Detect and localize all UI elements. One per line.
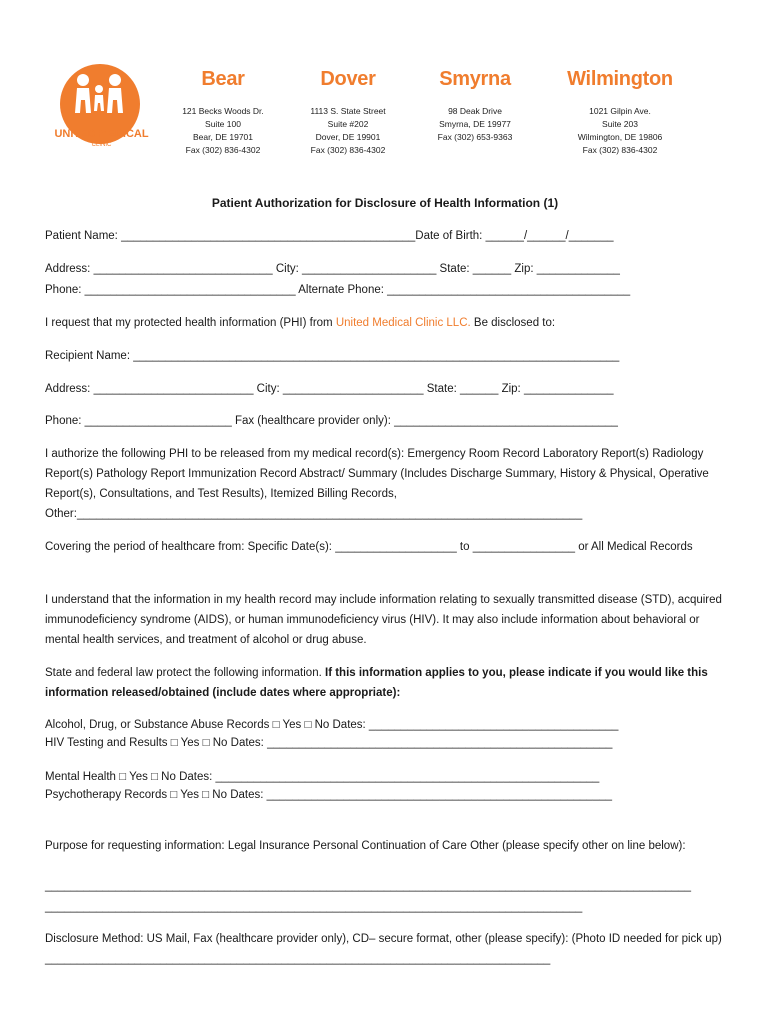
location-city: Wilmington xyxy=(567,68,673,90)
location-line: 1113 S. State Street xyxy=(310,106,386,116)
clinic-name: United Medical Clinic LLC. xyxy=(335,317,471,329)
location-line: Fax (302) 836-4302 xyxy=(185,145,261,155)
form-title: Patient Authorization for Disclosure of Health Information (1) xyxy=(211,196,559,210)
understand-paragraph: I understand that the information in my health record may include information relating to sexually transmitted disease (STD), acquired immunodeficiency syndrome (AIDS), or human immunodeficiency virus (HIV). It may also include information about behavioral or mental health services, and treatment of alcohol or drug abuse. xyxy=(45,594,722,646)
location-line: Suite 203 xyxy=(602,119,638,129)
state-law-text: State and federal law protect the following information. xyxy=(45,667,325,679)
location-city: Smyrna xyxy=(439,68,511,90)
patient-name-field[interactable]: Patient Name: ______________________________________________Date of Birth: ______/______/_______ xyxy=(45,230,614,242)
authorize-paragraph: I authorize the following PHI to be released from my medical record(s): Emergency Room Record Laboratory Report(s) Radiology Report(s) Pathology Report Immunization Record Abstract/ Summary (Includes Discharge Summary, History & Physical, Operative Report(s), Consultations, and Test Results), Itemized Billing Records, Other:_______________________________________________________________________________ xyxy=(45,448,709,520)
purpose-blank-line[interactable]: _____________________________________________________________________________________________________ xyxy=(45,880,691,892)
psychotherapy-field[interactable]: Psychotherapy Records □ Yes □ No Dates: ______________________________________________________ xyxy=(45,789,613,801)
patient-address-field[interactable]: Address: ____________________________ City: _____________________ State: ______ Zip: _____________ xyxy=(45,263,620,275)
clinic-logo xyxy=(45,58,160,158)
logo-subtext: CLINIC xyxy=(91,142,112,148)
location-line: Fax (302) 836-4302 xyxy=(310,145,386,155)
recipient-address-field[interactable]: Address: _________________________ City: ______________________ State: ______ Zip: ______________ xyxy=(45,383,614,395)
location-line: Fax (302) 653-9363 xyxy=(437,132,513,142)
recipient-name-field[interactable]: Recipient Name: ____________________________________________________________________________ xyxy=(45,350,620,362)
state-law-bold-text: If this information applies to you, please indicate if you would like this information released/obtained (include dates where appropriate): xyxy=(45,667,708,699)
request-statement xyxy=(45,317,555,329)
location-line: Suite 100 xyxy=(205,119,241,129)
logo-text: UNITED MEDICAL xyxy=(54,128,149,140)
alcohol-records-field[interactable]: Alcohol, Drug, or Substance Abuse Records □ Yes □ No Dates: _______________________________________ xyxy=(45,719,619,731)
location-line: 121 Becks Woods Dr. xyxy=(182,106,264,116)
location-line: Dover, DE 19901 xyxy=(315,132,381,142)
location-dover xyxy=(283,68,413,157)
location-line: 98 Deak Drive xyxy=(448,106,502,116)
hiv-testing-field[interactable]: HIV Testing and Results □ Yes □ No Dates: ______________________________________________________ xyxy=(45,737,613,749)
location-city: Dover xyxy=(320,68,376,90)
location-city: Bear xyxy=(201,68,245,90)
location-line: 1021 Gilpin Ave. xyxy=(589,106,651,116)
location-line: Bear, DE 19701 xyxy=(192,132,253,142)
location-line: Suite #202 xyxy=(327,119,369,129)
disclosure-method-field[interactable]: Disclosure Method: US Mail, Fax (healthcare provider only), CD– secure format, other (please specify): (Photo ID needed for pick up) _______________________________________________________________________________ xyxy=(45,933,722,965)
location-smyrna xyxy=(410,68,540,144)
purpose-field[interactable]: Purpose for requesting information: Legal Insurance Personal Continuation of Care Other (please specify other on line below): xyxy=(45,840,686,852)
request-text: I request that my protected health information (PHI) from xyxy=(45,317,336,329)
location-line: Fax (302) 836-4302 xyxy=(582,145,658,155)
location-line: Wilmington, DE 19806 xyxy=(577,132,663,142)
purpose-blank-line[interactable]: ____________________________________________________________________________________ xyxy=(45,901,583,913)
covering-period-field[interactable]: Covering the period of healthcare from: Specific Date(s): ___________________ to ________________ or All Medical Records xyxy=(45,541,693,553)
location-line: Smyrna, DE 19977 xyxy=(439,119,511,129)
mental-health-field[interactable]: Mental Health □ Yes □ No Dates: ____________________________________________________________ xyxy=(45,771,600,783)
patient-phone-field[interactable]: Phone: _________________________________ Alternate Phone: ______________________________________ xyxy=(45,284,631,296)
request-text-end: Be disclosed to: xyxy=(470,317,556,329)
recipient-phone-field[interactable]: Phone: _______________________ Fax (healthcare provider only): ___________________________________ xyxy=(45,415,618,427)
state-law-paragraph xyxy=(45,663,725,703)
location-bear xyxy=(158,68,288,157)
location-wilmington xyxy=(550,68,690,157)
